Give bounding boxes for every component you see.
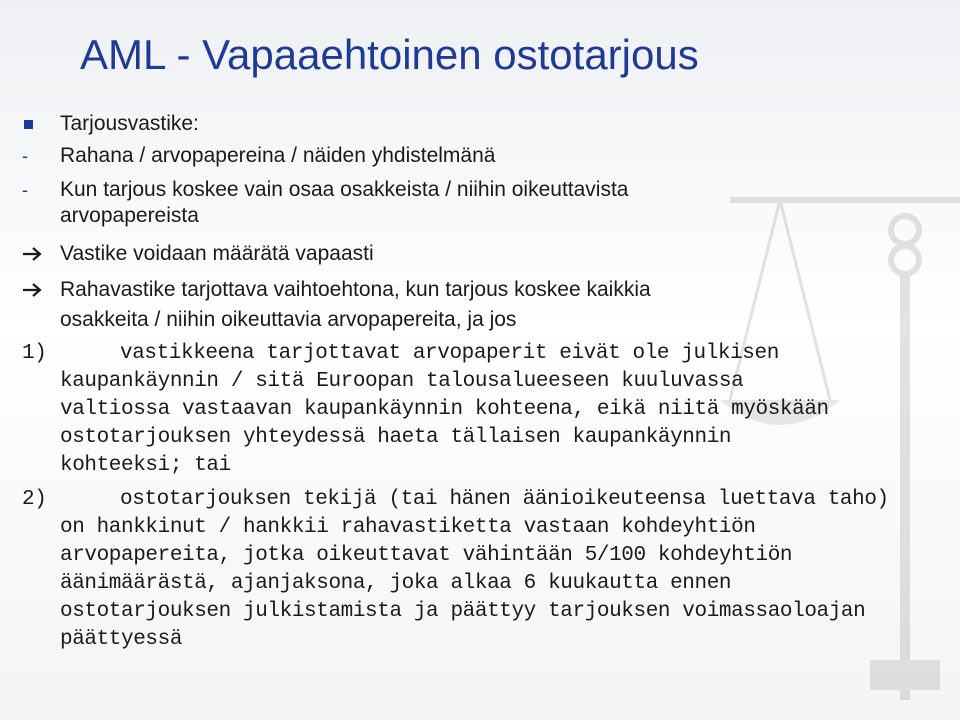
numbered-item-line: päättyessä xyxy=(60,628,183,651)
numbered-item-line: arvopapereita, jotka oikeuttavat vähintään 5/100 kohdeyhtiön xyxy=(60,544,793,567)
numbered-item-line: valtiossa vastaavan kaupankäynnin kohteena, eikä niitä myöskään xyxy=(60,398,829,421)
numbered-item-number: 2) xyxy=(22,488,47,511)
arrow-right-icon xyxy=(22,245,52,263)
square-bullet-icon xyxy=(24,120,33,129)
numbered-item-line: äänimäärästä, ajanjaksona, joka alkaa 6 kuukautta ennen xyxy=(60,572,732,595)
numbered-item-number: 1) xyxy=(22,342,47,365)
numbered-item-line: on hankkinut / hankkii rahavastiketta vastaan kohdeyhtiön xyxy=(60,516,756,539)
numbered-item-line: vastikkeena tarjottavat arvopaperit eivät ole julkisen xyxy=(120,342,779,365)
dash-bullet-icon: - xyxy=(22,146,28,166)
page-title: AML - Vapaaehtoinen ostotarjous xyxy=(80,31,699,78)
numbered-item-line: ostotarjouksen tekijä (tai hänen äänioikeuteensa luettava taho) xyxy=(120,488,889,511)
dash-item-osakkeista-l2: arvopapereista xyxy=(60,204,199,227)
numbered-item-line: kohteeksi; tai xyxy=(60,454,231,477)
dash-item-osakkeista-l1: Kun tarjous koskee vain osaa osakkeista / niihin oikeuttavista xyxy=(60,178,629,201)
bullet-tarjousvastike: Tarjousvastike: xyxy=(60,112,199,135)
arrow-item-rahavastike-l1: Rahavastike tarjottava vaihtoehtona, kun tarjous koskee kaikkia xyxy=(60,278,651,301)
dash-bullet-icon: - xyxy=(22,180,28,200)
numbered-item-line: ostotarjouksen julkistamista ja päättyy tarjouksen voimassaoloajan xyxy=(60,600,866,623)
arrow-item-vastike: Vastike voidaan määrätä vapaasti xyxy=(60,242,374,265)
arrow-item-rahavastike-l2: osakkeita / niihin oikeuttavia arvopapereita, ja jos xyxy=(60,308,517,331)
arrow-right-icon xyxy=(22,281,52,299)
numbered-item-line: kaupankäynnin / sitä Euroopan talousalueeseen kuuluvassa xyxy=(60,370,744,393)
numbered-item-line: ostotarjouksen yhteydessä haeta tällaisen kaupankäynnin xyxy=(60,426,732,449)
dash-item-rahana: Rahana / arvopapereina / näiden yhdistelmänä xyxy=(60,144,496,167)
